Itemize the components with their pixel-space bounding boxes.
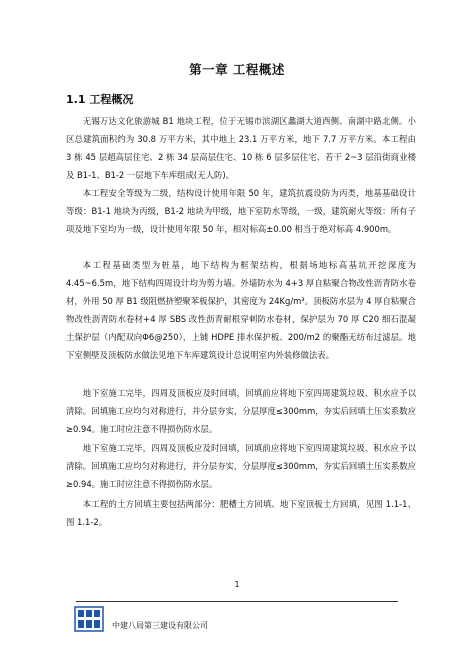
footer-divider xyxy=(76,601,398,602)
paragraph-backfill-1: 地下室施工完毕，四周及顶板应及时回填，回填前应将地下室四周建筑垃圾、积水应予以清除。回填施工应均匀对称进行，并分层夯实，分层厚度≤300mm，夯实后回填土压实系数应≥0.94。施工时应注意不得损伤防水层。 xyxy=(66,388,416,434)
page-number: 1 xyxy=(234,580,240,589)
paragraph-backfill-2: 地下室施工完毕，四周及顶板应及时回填，回填前应将地下室四周建筑垃圾、积水应予以清除。回填施工应均匀对称进行，并分层夯实，分层厚度≤300mm，夯实后回填土压实系数应≥0.94。施工时应注意不得损伤防水层。 xyxy=(66,443,416,489)
company-name: 中建八局第三建设有限公司 xyxy=(112,621,208,630)
paragraph-safety-grade: 本工程安全等级为二级，结构设计使用年限 50 年，建筑抗震设防为丙类，地基基础设计等级：B1-1 地块为丙级，B1-2 地块为甲级，地下室防水等级，一级，建筑耐火等级：所有子项及地下室均为一级，设计使用年限 50 年，相对标高±0.00 相当于绝对标高 4.900m。 xyxy=(66,188,416,234)
company-logo-icon xyxy=(74,606,104,632)
paragraph-project-location: 无锡万达文化旅游城 B1 地块工程，位于无锡市滨湖区蠡湖大道西侧、南湖中路北侧。小区总建筑面积约为 30.8 万平方米，其中地上 23.1 万平方米，地下 7.7 万平方米。本工程由 3 栋 45 层超高层住宅、2 栋 34 层高层住宅、10 栋 6 层多层住宅、若干 2~3 层沿街商业楼及 B1-1、B1-2 一层地下车库组成(无人防)。 xyxy=(66,116,416,180)
chapter-title: 第一章 工程概述 xyxy=(189,62,285,77)
paragraph-foundation-waterproofing: 本工程基础类型为桩基，地下结构为框架结构，根据场地标高基坑开挖深度为 4.45~6.5m，地下结构四周设计均为剪力墙。外墙防水为 4+3 厚自粘聚合物改性沥青防水卷材，外用 50 厚 B1 级阻燃挤塑聚苯板保护，其密度为 24Kg/m³。顶板防水层为 4 厚自粘聚合物改性沥青防水卷材+4 厚 SBS 改性沥青耐根穿刺防水卷材，保护层为 70 厚 C20 细石混凝土保护层（内配双向Φ6@250），上铺 HDPE 排水保护板、200/m2 的聚酯无纺布过滤层。地下室侧壁及顶板防水做法见地下车库建筑设计总说明室内外装修做法表。 xyxy=(66,260,416,360)
section-title: 1.1 工程概况 xyxy=(66,93,134,106)
paragraph-backfill-scope: 本工程的土方回填主要包括两部分：肥槽土方回填、地下室顶板土方回填，见图 1.1-1、图 1.1-2。 xyxy=(66,499,416,527)
